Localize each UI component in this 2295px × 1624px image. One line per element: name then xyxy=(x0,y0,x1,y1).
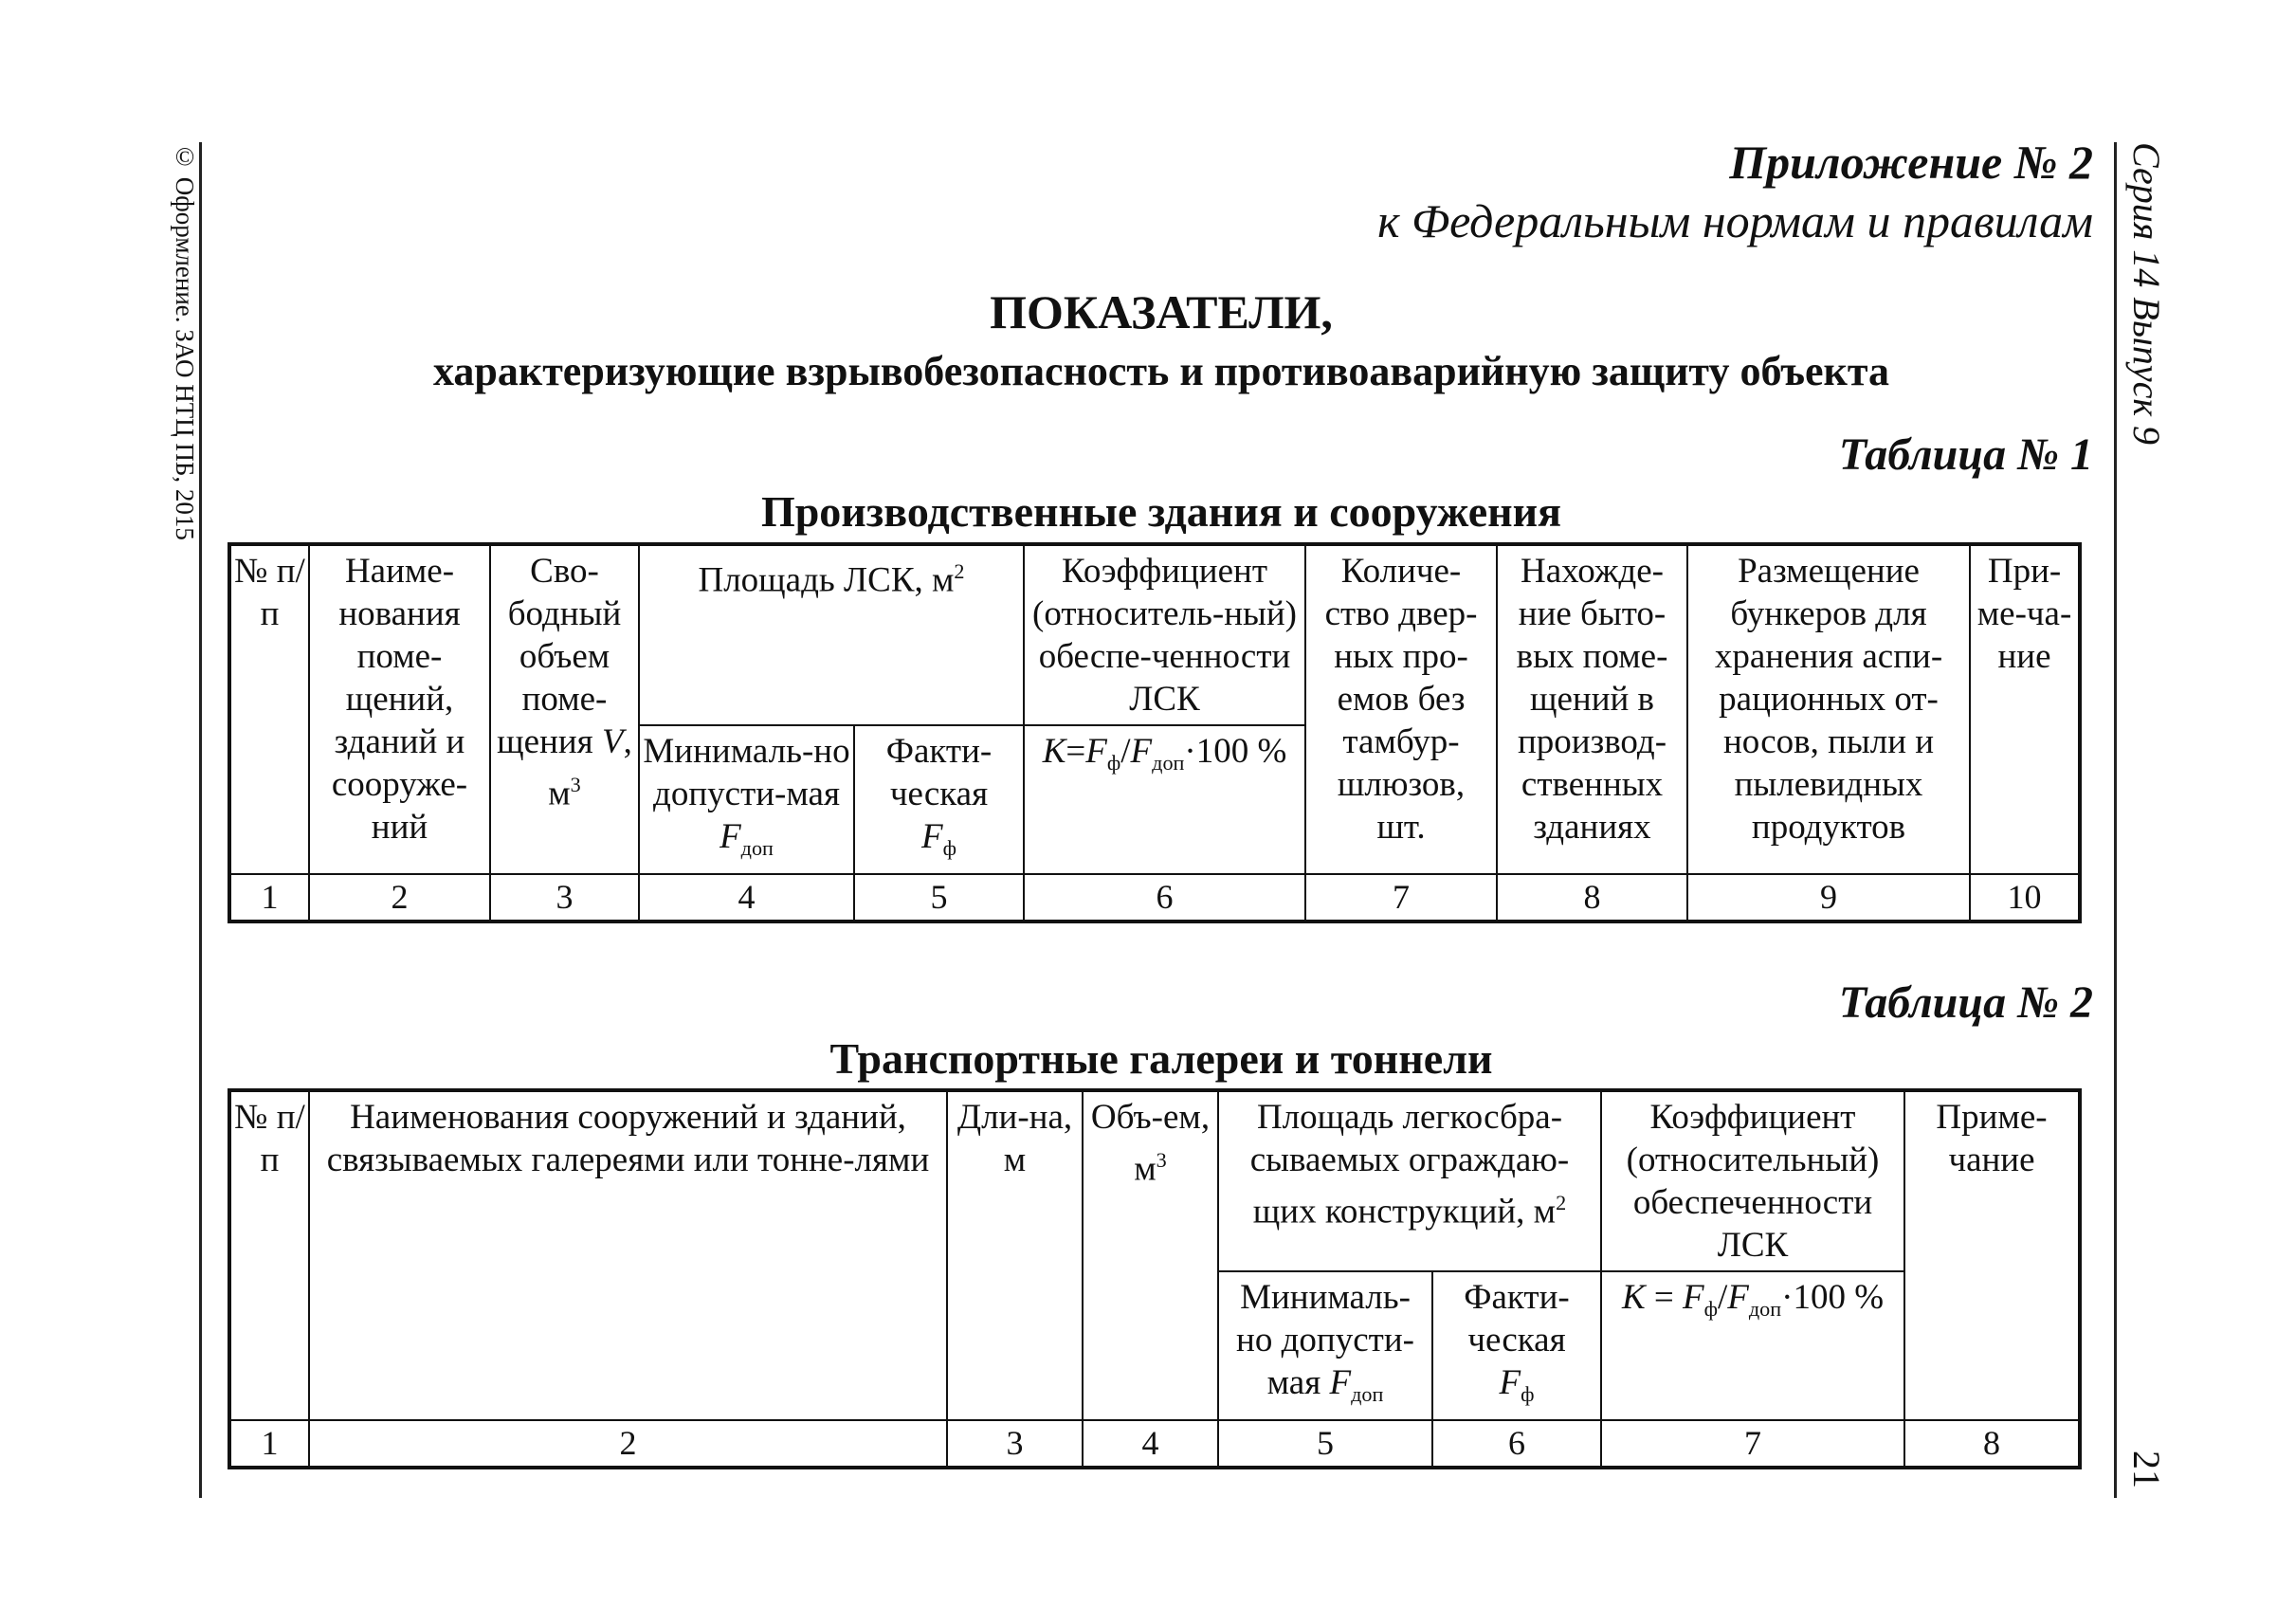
appendix-line1: Приложение № 2 xyxy=(1729,136,2093,189)
t2-col-number: 2 xyxy=(309,1420,947,1468)
t1-col-number: 9 xyxy=(1687,874,1970,921)
t1-header-name: Наиме-нования поме-щений, зданий и сооруже-ний xyxy=(309,544,490,874)
t1-col-number: 5 xyxy=(854,874,1024,921)
copyright-note: © Оформление. ЗАО НТЦ ПБ, 2015 xyxy=(171,142,199,540)
left-margin-rule xyxy=(199,142,202,1498)
t1-header-formula: $K=F_ф/F_{доп}\cdot 100$ % xyxy=(1024,725,1305,874)
t1-header-domestic: Нахожде-ние быто-вых поме-щений в производ-ственных зданиях xyxy=(1497,544,1687,874)
t2-header-area: Площадь легкосбра-сываемых ограждаю-щих конструкций, $м^2$ xyxy=(1218,1090,1601,1271)
t2-header-num: № п/п xyxy=(229,1090,309,1420)
t1-header-coefficient: Коэффициент (относитель-ный) обеспе-ченности ЛСК xyxy=(1024,544,1305,725)
t1-col-number: 2 xyxy=(309,874,490,921)
t2-header-note: Приме-чание xyxy=(1904,1090,2080,1420)
t1-header-note: При-ме-ча-ние xyxy=(1970,544,2080,874)
table2-title: Транспортные галереи и тоннели xyxy=(829,1034,1493,1083)
t2-header-volume: Объ-ем, $м^3$ xyxy=(1083,1090,1218,1420)
t1-header-area: Площадь ЛСК, $м^2$ xyxy=(639,544,1024,725)
table1 xyxy=(228,542,2082,923)
t2-header-formula: $K = F_ф/F_{доп}\cdot 100$ % xyxy=(1601,1271,1904,1420)
t1-header-area-min: Минималь-но допусти-мая $F_{доп}$ xyxy=(639,725,854,874)
t2-col-number: 1 xyxy=(229,1420,309,1468)
t2-header-area-min: Минималь-но допусти-мая $F_{доп}$ xyxy=(1218,1271,1432,1420)
t1-col-number: 8 xyxy=(1497,874,1687,921)
t1-header-area-actual: Факти-ческая $F_ф$ xyxy=(854,725,1024,874)
t1-header-volume: Сво-бодный объем поме-щения V, $м^3$ xyxy=(490,544,639,874)
t2-header-coefficient: Коэффициент (относительный) обеспеченности ЛСК xyxy=(1601,1090,1904,1271)
table2 xyxy=(228,1088,2082,1469)
appendix-heading xyxy=(1377,133,2093,250)
t2-col-number: 8 xyxy=(1904,1420,2080,1468)
t1-header-num: № п/п xyxy=(229,544,309,874)
t1-header-bunkers: Размещение бункеров для хранения аспи-рационных от-носов, пыли и пылевидных продуктов xyxy=(1687,544,1970,874)
t1-col-number: 7 xyxy=(1305,874,1497,921)
t2-col-number: 4 xyxy=(1083,1420,1218,1468)
t2-header-length: Дли-на, м xyxy=(947,1090,1083,1420)
appendix-line2: к Федеральным нормам и правилам xyxy=(1377,194,2093,247)
t2-header-name: Наименования сооружений и зданий, связываемых галереями или тонне-лями xyxy=(309,1090,947,1420)
document-subtitle: характеризующие взрывобезопасность и противоаварийную защиту объекта xyxy=(432,348,1890,394)
table1-title: Производственные здания и сооружения xyxy=(760,487,1562,536)
t1-col-number: 10 xyxy=(1970,874,2080,921)
t2-col-number: 5 xyxy=(1218,1420,1432,1468)
document-title: ПОКАЗАТЕЛИ, xyxy=(990,285,1333,338)
t1-col-number: 4 xyxy=(639,874,854,921)
right-margin-rule xyxy=(2114,142,2117,1498)
t1-col-number: 6 xyxy=(1024,874,1305,921)
t2-col-number: 6 xyxy=(1432,1420,1601,1468)
t1-header-doors: Количе-ство двер-ных про-емов без тамбур-шлюзов, шт. xyxy=(1305,544,1497,874)
t1-col-number: 3 xyxy=(490,874,639,921)
t2-col-number: 7 xyxy=(1601,1420,1904,1468)
table1-label: Таблица № 1 xyxy=(1838,429,2093,480)
t2-header-area-actual: Факти-ческая $F_ф$ xyxy=(1432,1271,1601,1420)
t1-col-number: 1 xyxy=(229,874,309,921)
page-number: 21 xyxy=(2125,1451,2168,1488)
series-label: Серия 14 Выпуск 9 xyxy=(2125,142,2168,446)
t2-col-number: 3 xyxy=(947,1420,1083,1468)
table2-label: Таблица № 2 xyxy=(1838,977,2093,1028)
